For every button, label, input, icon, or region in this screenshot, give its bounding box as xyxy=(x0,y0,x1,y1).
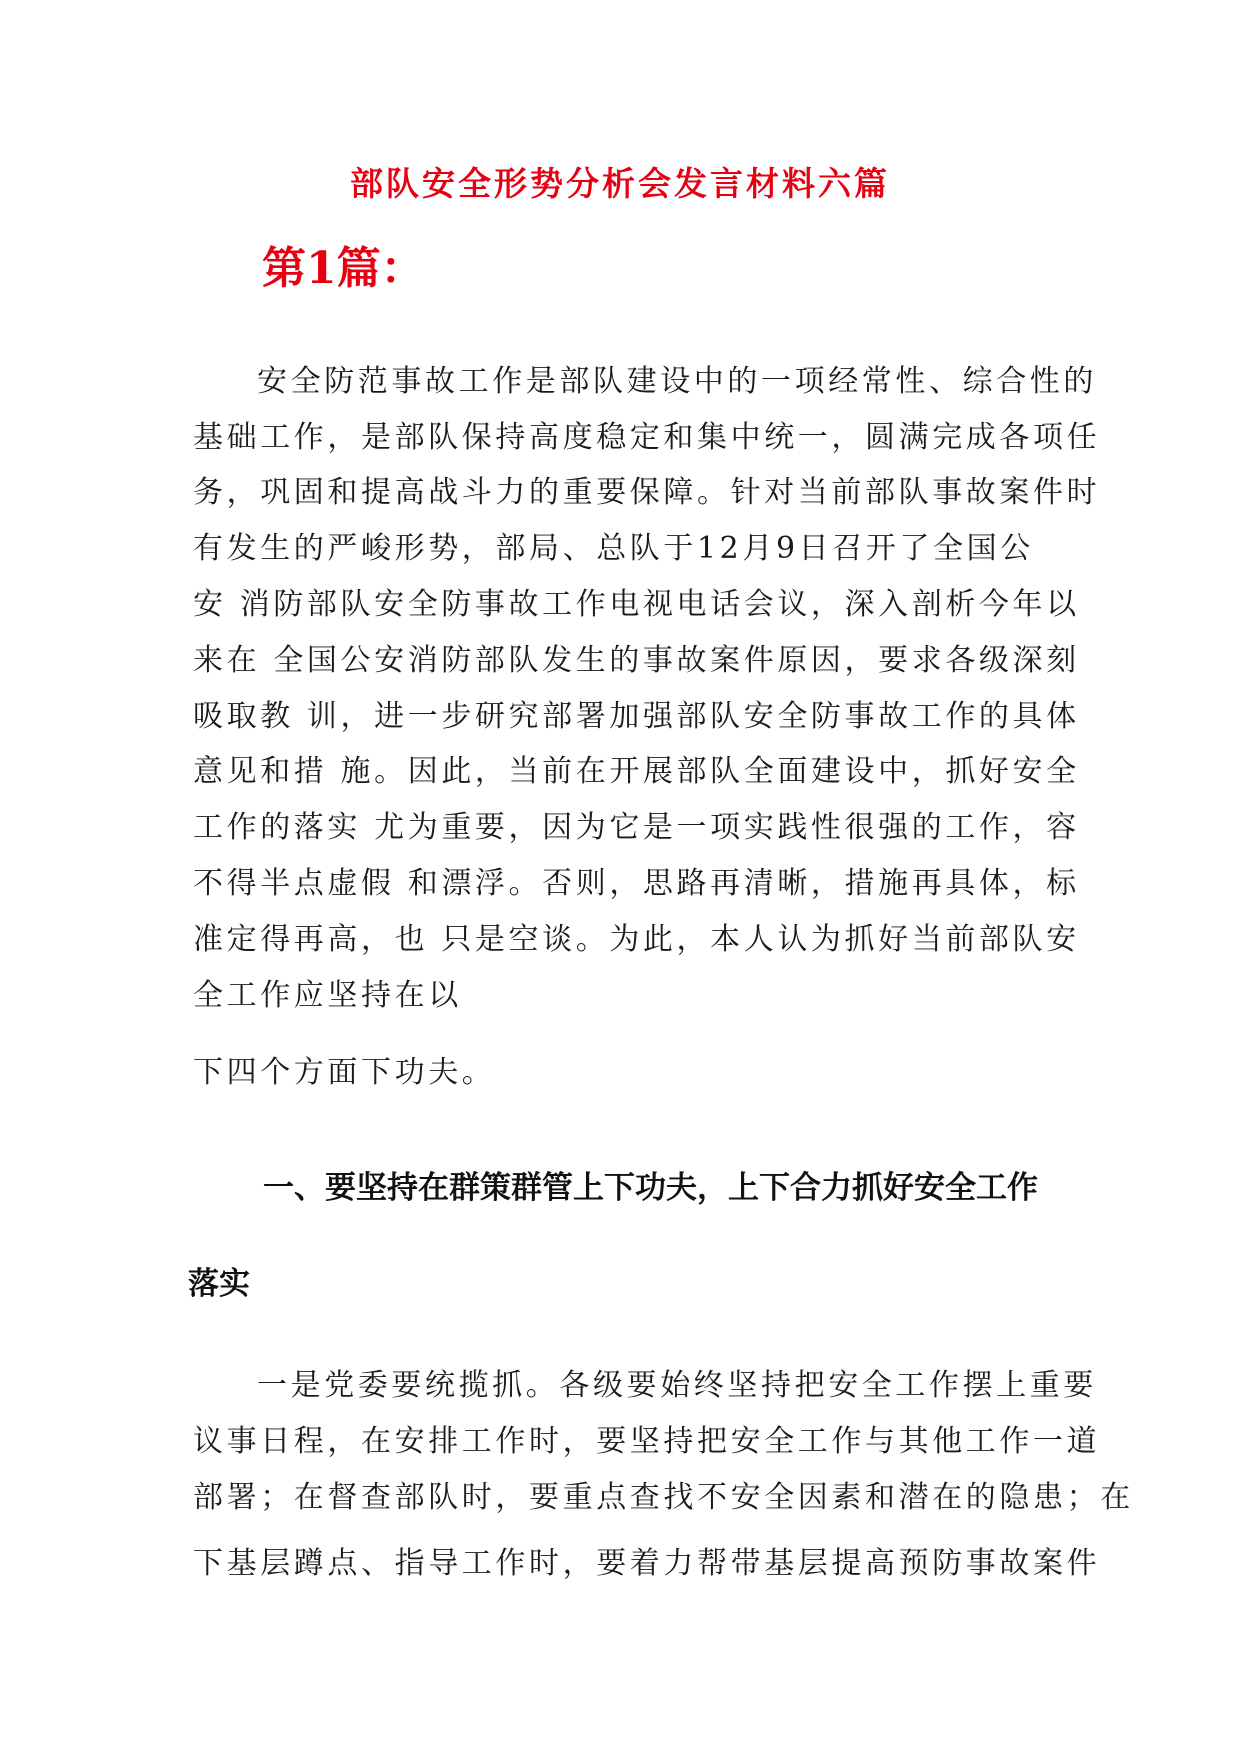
paragraph-line: 意见和措 施。因此，当前在开展部队全面建设中，抓好安全 xyxy=(193,754,1080,789)
paragraph-line: 安 消防部队安全防事故工作电视电话会议，深入剖析今年以 xyxy=(193,587,1080,622)
paragraph-line: 有发生的严峻形势，部局、总队于12月9日召开了全国公 xyxy=(193,531,1034,566)
paragraph-line: 下四个方面下功夫。 xyxy=(193,1055,496,1090)
document-title: 部队安全形势分析会发言材料六篇 xyxy=(350,164,890,203)
paragraph-line: 一是党委要统揽抓。各级要始终坚持把安全工作摆上重要 xyxy=(257,1368,1097,1403)
paragraph-line: 准定得再高，也 只是空谈。为此，本人认为抓好当前部队安 xyxy=(193,922,1080,957)
paragraph-line: 安全防范事故工作是部队建设中的一项经常性、综合性的 xyxy=(257,364,1097,399)
paragraph-line: 来在 全国公安消防部队发生的事故案件原因，要求各级深刻 xyxy=(193,643,1080,678)
paragraph-line: 不得半点虚假 和漂浮。否则，思路再清晰，措施再具体，标 xyxy=(193,866,1080,901)
paragraph-line: 务，巩固和提高战斗力的重要保障。针对当前部队事故案件时 xyxy=(193,475,1101,510)
paragraph-line: 工作的落实 尤为重要，因为它是一项实践性很强的工作，容 xyxy=(193,810,1080,845)
paragraph-line: 基础工作，是部队保持高度稳定和集中统一，圆满完成各项任 xyxy=(193,420,1101,455)
paragraph-line: 下基层蹲点、指导工作时，要着力帮带基层提高预防事故案件 xyxy=(193,1546,1101,1581)
section-heading: 一、要坚持在群策群管上下功夫，上下合力抓好安全工作 xyxy=(263,1170,1038,1206)
paragraph-line: 全工作应坚持在以 xyxy=(193,978,462,1013)
paragraph-line: 议事日程，在安排工作时，要坚持把安全工作与其他工作一道 xyxy=(193,1424,1101,1459)
paragraph-line: 吸取教 训，进一步研究部署加强部队安全防事故工作的具体 xyxy=(193,699,1080,734)
section-heading-continuation: 落实 xyxy=(188,1266,250,1302)
part-title: 第1篇： xyxy=(262,243,425,294)
paragraph-line: 部署；在督查部队时，要重点查找不安全因素和潜在的隐患；在 xyxy=(193,1480,1134,1515)
